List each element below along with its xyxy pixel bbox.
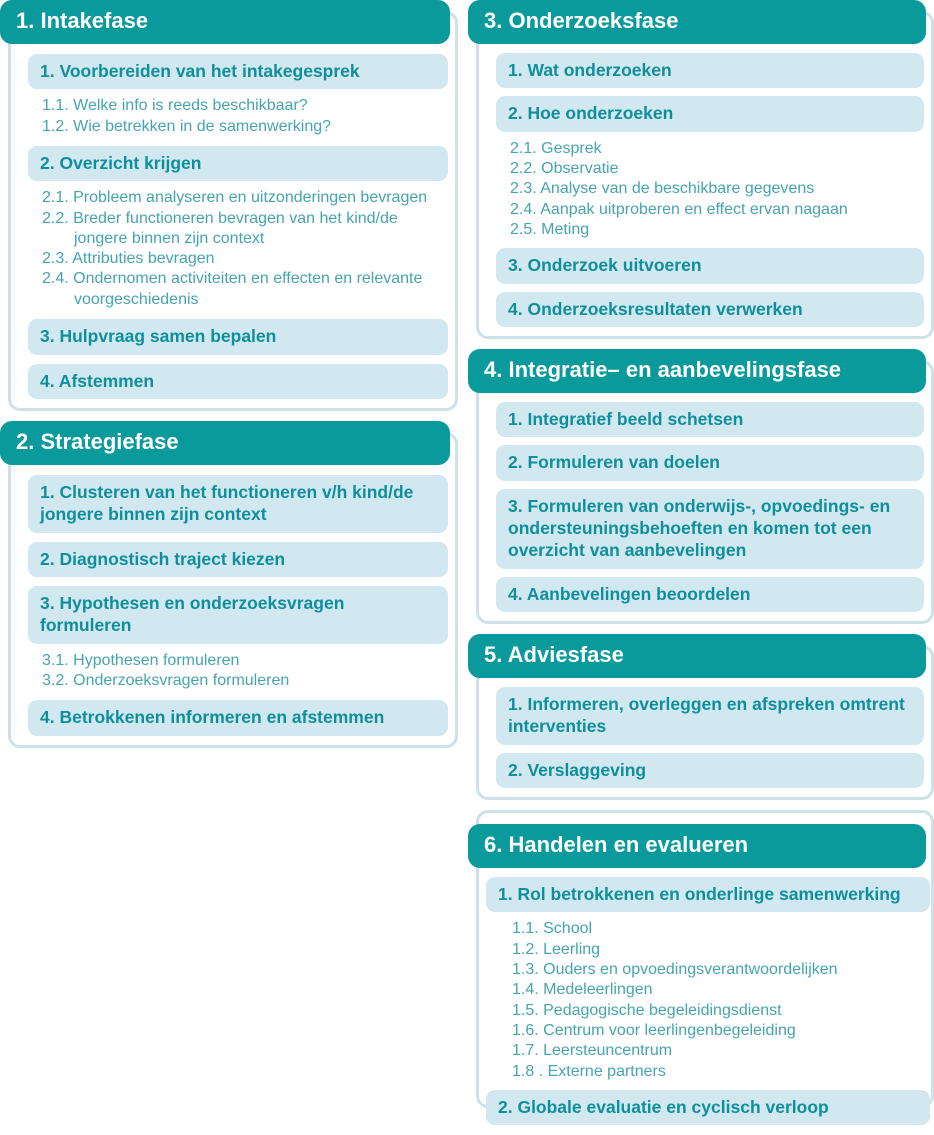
phase-substep: 2.5. Meting bbox=[510, 220, 590, 238]
phase-step-bar: 3. Formuleren van onderwijs-, opvoedings- en ondersteuningsbehoeften en komen tot een overzicht van aanbevelingen bbox=[496, 489, 924, 569]
phase-body bbox=[468, 868, 934, 1125]
phase-5 bbox=[468, 634, 934, 800]
phase-substep: 1.2. Leerling bbox=[512, 940, 601, 958]
phase-substep-list bbox=[28, 96, 448, 137]
phase-substep: 2.2. Breder functioneren bevragen van het kind/de jongere binnen zijn context bbox=[42, 209, 398, 247]
phase-step-bar: 3. Hypothesen en onderzoeksvragen formuleren bbox=[28, 586, 448, 644]
phase-substep: 1.8 . Externe partners bbox=[512, 1062, 666, 1080]
phase-substep-list bbox=[486, 919, 930, 1082]
phase-substep: 2.4. Ondernomen activiteiten en effecten en relevante voorgeschiedenis bbox=[42, 270, 423, 308]
phase-body bbox=[468, 393, 934, 624]
phase-substep: 2.3. Attributies bevragen bbox=[42, 250, 215, 268]
phase-step-bar: 2. Formuleren van doelen bbox=[496, 445, 924, 480]
phase-step-bar: 2. Diagnostisch traject kiezen bbox=[28, 542, 448, 577]
phase-step-bar: 3. Onderzoek uitvoeren bbox=[496, 248, 924, 283]
phase-title: 1. Intakefase bbox=[0, 0, 450, 44]
phase-step-bar: 1. Rol betrokkenen en onderlinge samenwerking bbox=[486, 877, 930, 912]
phase-step-bar: 1. Wat onderzoeken bbox=[496, 53, 924, 88]
phase-substep: 2.3. Analyse van de beschikbare gegevens bbox=[510, 180, 815, 198]
phase-4 bbox=[468, 349, 934, 624]
phase-3 bbox=[468, 0, 934, 339]
phase-step-bar: 4. Afstemmen bbox=[28, 364, 448, 399]
phase-step-bar: 1. Clusteren van het functioneren v/h kind/de jongere binnen zijn context bbox=[28, 475, 448, 533]
phase-title: 6. Handelen en evalueren bbox=[468, 824, 926, 868]
phase-substep: 1.6. Centrum voor leerlingenbegeleiding bbox=[512, 1021, 796, 1039]
phase-title: 2. Strategiefase bbox=[0, 421, 450, 465]
phase-title: 4. Integratie– en aanbevelingsfase bbox=[468, 349, 926, 393]
phase-substep-list bbox=[28, 188, 448, 310]
phase-1 bbox=[0, 0, 458, 411]
phase-step-bar: 2. Verslaggeving bbox=[496, 753, 924, 788]
phase-title: 5. Adviesfase bbox=[468, 634, 926, 678]
phase-substep: 2.2. Observatie bbox=[510, 159, 619, 177]
phase-substep: 1.4. Medeleerlingen bbox=[512, 981, 653, 999]
phase-step-bar: 2. Hoe onderzoeken bbox=[496, 96, 924, 131]
phase-title: 3. Onderzoeksfase bbox=[468, 0, 926, 44]
phase-substep: 1.1. Welke info is reeds beschikbaar? bbox=[42, 97, 308, 115]
phase-step-bar: 1. Integratief beeld schetsen bbox=[496, 402, 924, 437]
phase-substep-list bbox=[496, 139, 924, 241]
left-column bbox=[0, 0, 458, 1135]
phase-step-bar: 1. Voorbereiden van het intakegesprek bbox=[28, 54, 448, 89]
phase-substep: 2.1. Probleem analyseren en uitzonderingen bevragen bbox=[42, 189, 428, 207]
phase-step-bar: 2. Overzicht krijgen bbox=[28, 146, 448, 181]
phase-body bbox=[0, 465, 458, 748]
phase-substep: 2.4. Aanpak uitproberen en effect ervan nagaan bbox=[510, 200, 848, 218]
phase-step-bar: 1. Informeren, overleggen en afspreken omtrent interventies bbox=[496, 687, 924, 745]
phase-substep: 1.1. School bbox=[512, 920, 593, 938]
phase-step-bar: 2. Globale evaluatie en cyclisch verloop bbox=[486, 1090, 930, 1125]
phase-substep: 3.1. Hypothesen formuleren bbox=[42, 651, 240, 669]
phase-substep: 3.2. Onderzoeksvragen formuleren bbox=[42, 671, 290, 689]
phase-substep: 2.1. Gesprek bbox=[510, 139, 602, 157]
phase-substep: 1.3. Ouders en opvoedingsverantwoordelijken bbox=[512, 960, 838, 978]
phase-substep: 1.5. Pedagogische begeleidingsdienst bbox=[512, 1001, 782, 1019]
phase-step-bar: 4. Betrokkenen informeren en afstemmen bbox=[28, 700, 448, 735]
phase-step-bar: 4. Aanbevelingen beoordelen bbox=[496, 577, 924, 612]
phase-step-bar: 3. Hulpvraag samen bepalen bbox=[28, 319, 448, 354]
phase-substep: 1.7. Leersteuncentrum bbox=[512, 1042, 673, 1060]
right-column bbox=[468, 0, 934, 1135]
phase-substep: 1.2. Wie betrekken in de samenwerking? bbox=[42, 117, 332, 135]
phase-step-bar: 4. Onderzoeksresultaten verwerken bbox=[496, 292, 924, 327]
phase-body bbox=[468, 678, 934, 800]
phase-body bbox=[468, 44, 934, 339]
phase-2 bbox=[0, 421, 458, 748]
phase-body bbox=[0, 44, 458, 411]
phase-6 bbox=[468, 810, 934, 1125]
phase-substep-list bbox=[28, 651, 448, 692]
